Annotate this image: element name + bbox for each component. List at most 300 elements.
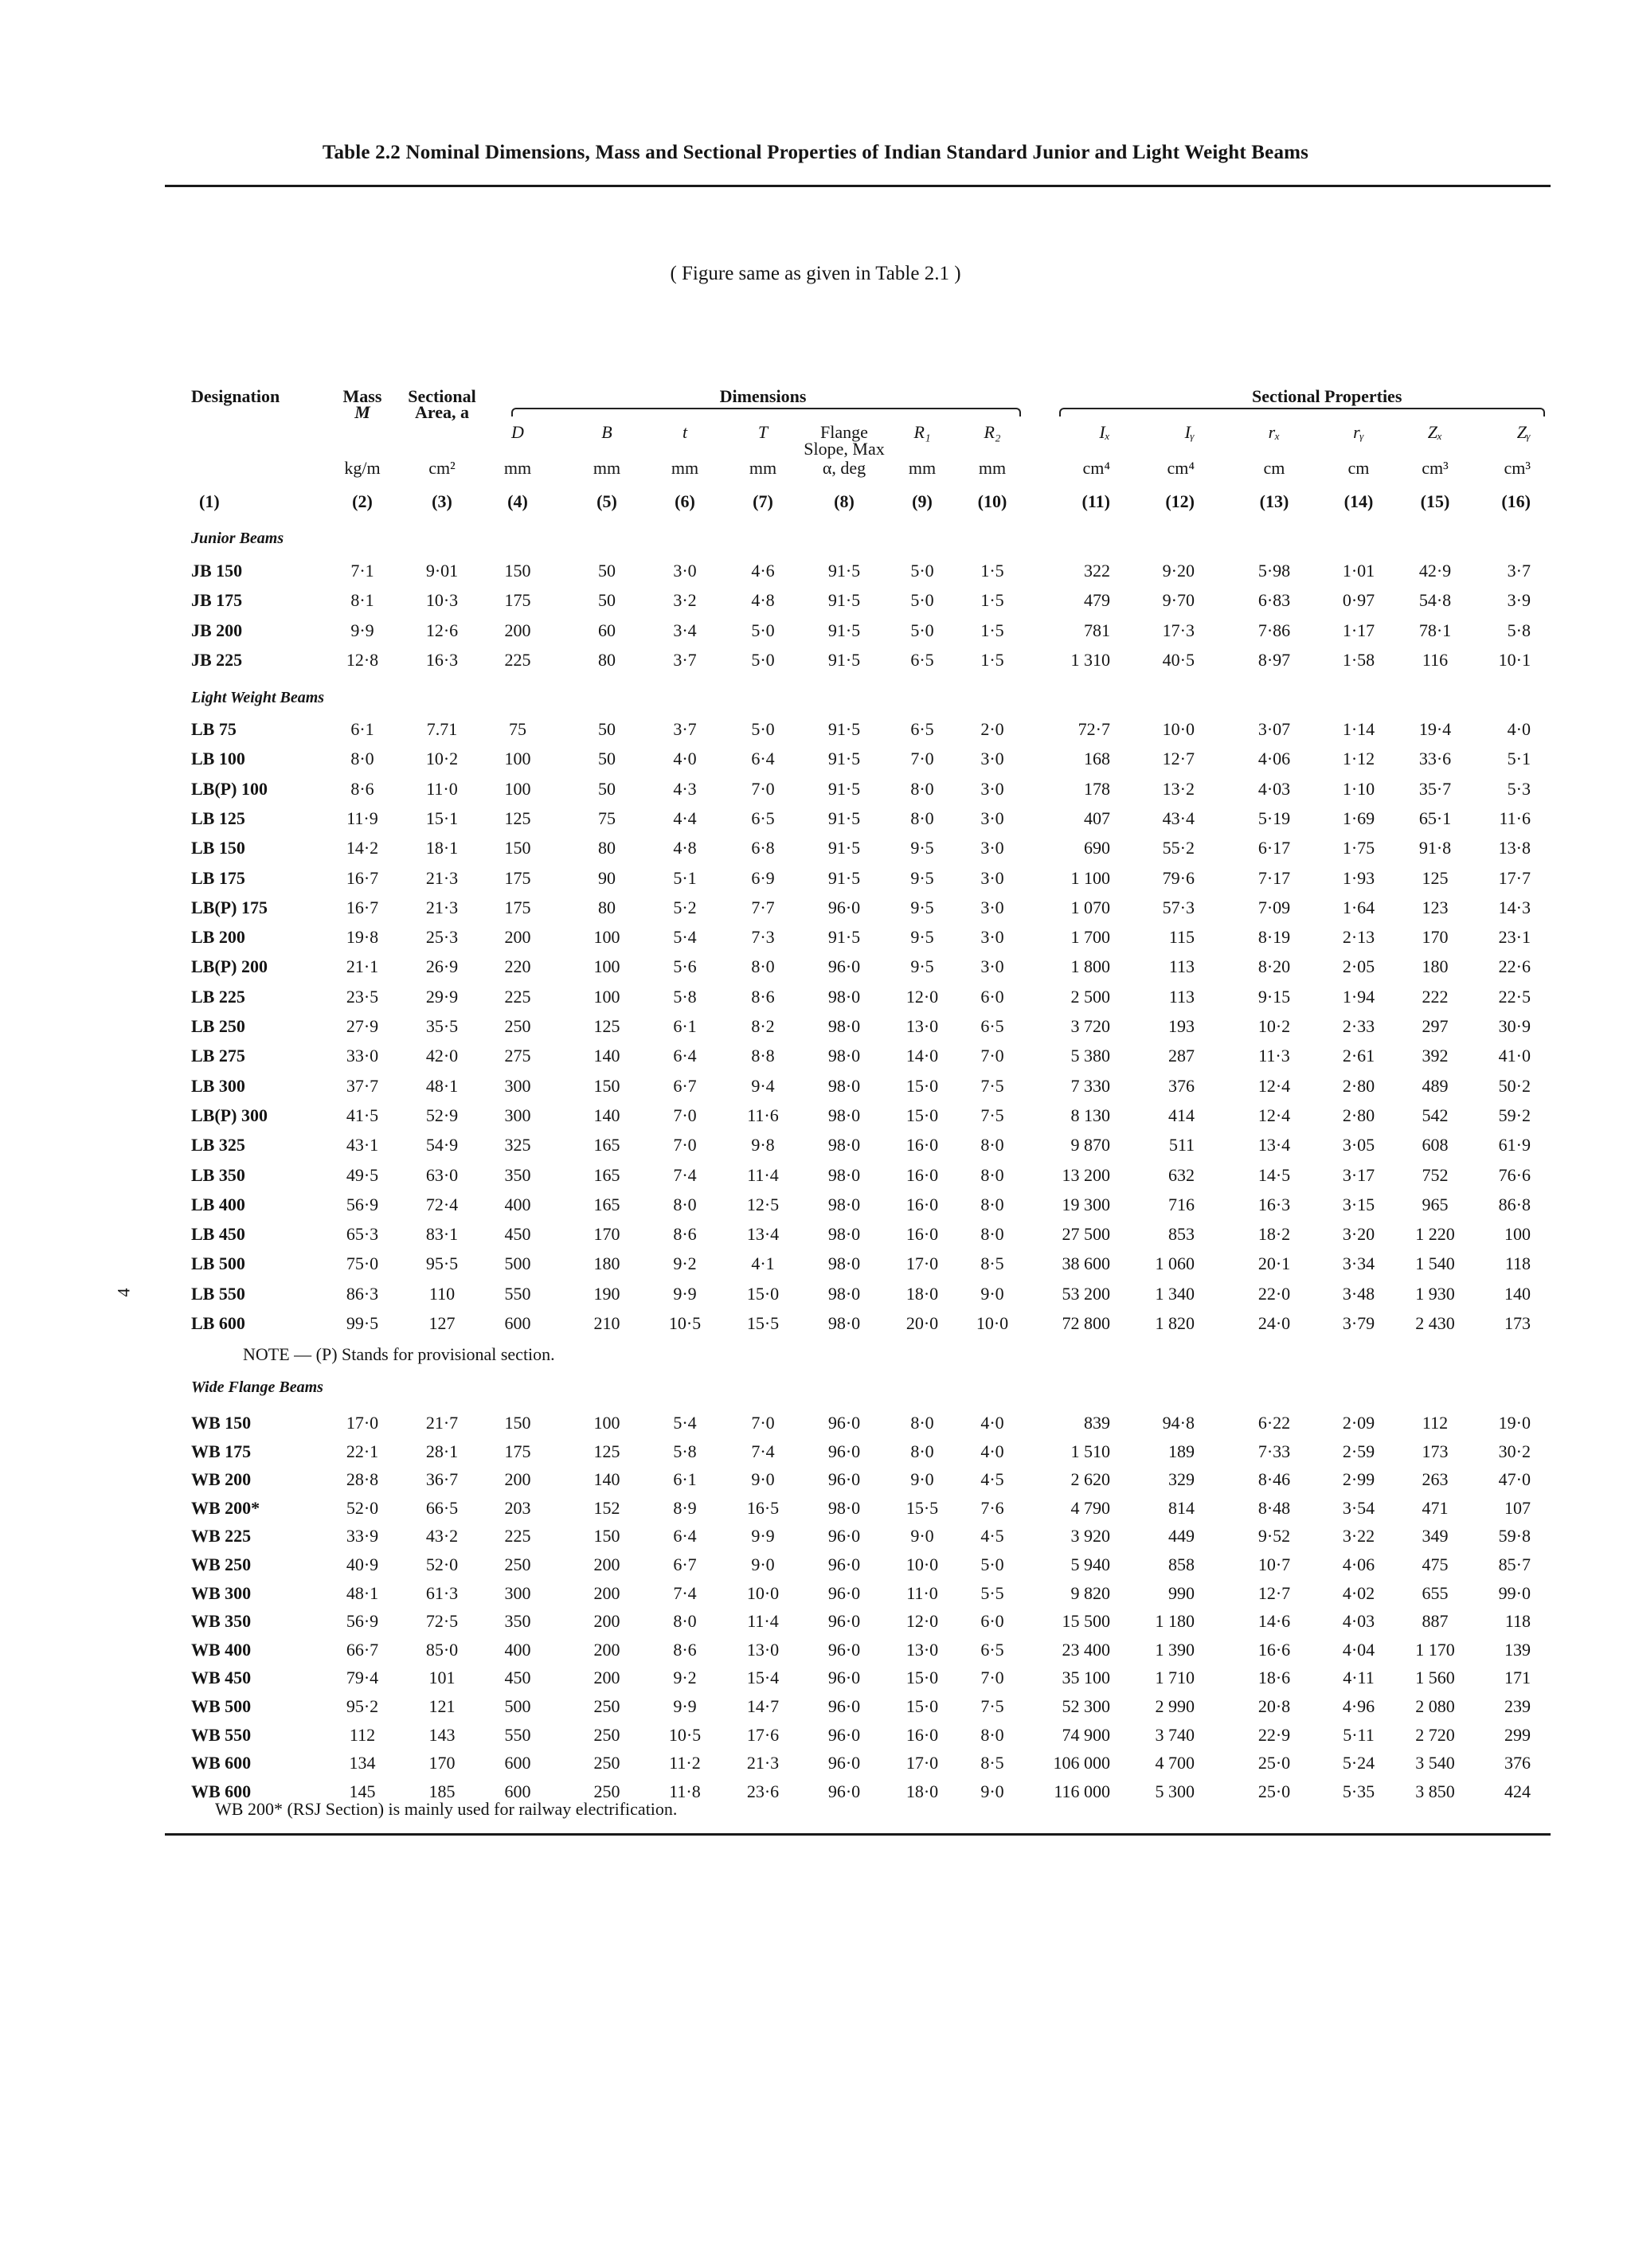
row-cell: 8·0 (910, 779, 934, 799)
row-cell: 16·0 (905, 1135, 939, 1155)
row-cell: 5·8 (673, 987, 697, 1007)
section-note: WB 200* (RSJ Section) is mainly used for railway electrification. (215, 1799, 678, 1819)
row-cell: 3·9 (1507, 590, 1531, 610)
row-cell: 13·0 (746, 1640, 780, 1660)
row-cell: 9·5 (910, 868, 934, 888)
row-cell: 3·17 (1342, 1165, 1375, 1185)
row-cell: 16·7 (346, 897, 379, 917)
row-cell: 200 (504, 620, 531, 640)
row-cell: 86·8 (1498, 1195, 1531, 1214)
row-cell: 608 (1422, 1135, 1449, 1155)
row-cell: 6·0 (980, 1611, 1004, 1631)
row-cell: 489 (1422, 1076, 1449, 1096)
row-cell: 38 600 (1062, 1253, 1110, 1273)
row-cell: 16·3 (425, 650, 459, 670)
row-designation: WB 600 (191, 1753, 252, 1773)
row-cell: 8·97 (1257, 650, 1291, 670)
row-cell: 23·1 (1498, 927, 1531, 947)
row-cell: 7·5 (980, 1076, 1004, 1096)
row-cell: 28·1 (425, 1441, 459, 1461)
row-cell: 50 (598, 590, 616, 610)
row-cell: 3·20 (1342, 1224, 1375, 1244)
row-cell: 41·0 (1498, 1046, 1531, 1066)
row-cell: 1 820 (1155, 1313, 1195, 1333)
row-cell: 80 (598, 838, 616, 858)
row-cell: 7·5 (980, 1696, 1004, 1716)
row-cell: 9·4 (751, 1076, 775, 1096)
row-cell: 190 (593, 1284, 620, 1304)
row-cell: 37·7 (346, 1076, 379, 1096)
row-cell: 8·46 (1257, 1469, 1291, 1489)
row-cell: 72 800 (1062, 1313, 1110, 1333)
row-cell: 4·0 (980, 1441, 1004, 1461)
row-cell: 287 (1168, 1046, 1195, 1066)
row-cell: 6·5 (910, 719, 934, 739)
row-cell: 6·1 (673, 1469, 697, 1489)
row-cell: 43·4 (1162, 808, 1195, 828)
row-cell: 29·9 (425, 987, 459, 1007)
row-cell: 7·4 (673, 1583, 697, 1603)
row-cell: 12·7 (1257, 1583, 1291, 1603)
row-cell: 24·0 (1257, 1313, 1291, 1333)
header-prop-4: Zₓ (1427, 422, 1443, 442)
row-cell: 6·5 (910, 650, 934, 670)
row-cell: 500 (504, 1253, 531, 1273)
row-cell: 450 (504, 1668, 531, 1687)
header-colnum-8: (8) (834, 491, 855, 511)
header-dim-5: R₁ (913, 422, 931, 442)
row-cell: 3·0 (980, 808, 1004, 828)
row-cell: 8·6 (673, 1224, 697, 1244)
row-cell: 139 (1504, 1640, 1531, 1660)
row-cell: 3 850 (1415, 1781, 1455, 1801)
row-cell: 6·4 (673, 1046, 697, 1066)
row-cell: 91·5 (827, 749, 861, 768)
row-cell: 9·0 (751, 1554, 775, 1574)
row-cell: 21·3 (425, 868, 459, 888)
row-cell: 0·97 (1342, 590, 1375, 610)
row-cell: 17·6 (746, 1725, 780, 1745)
row-cell: 50 (598, 719, 616, 739)
row-cell: 8·5 (980, 1753, 1004, 1773)
row-cell: 14·2 (346, 838, 379, 858)
row-cell: 16·7 (346, 868, 379, 888)
row-cell: 392 (1422, 1046, 1449, 1066)
row-cell: 1·01 (1342, 561, 1375, 581)
row-cell: 80 (598, 650, 616, 670)
row-cell: 2·59 (1342, 1441, 1375, 1461)
row-cell: 1 510 (1070, 1441, 1110, 1461)
row-cell: 655 (1422, 1583, 1449, 1603)
row-cell: 1·5 (980, 561, 1004, 581)
row-cell: 8·0 (980, 1195, 1004, 1214)
row-cell: 8·0 (751, 956, 775, 976)
section-title: Junior Beams (191, 530, 284, 547)
row-cell: 1·5 (980, 650, 1004, 670)
row-cell: 98·0 (827, 1016, 861, 1036)
row-cell: 349 (1422, 1526, 1449, 1546)
row-cell: 7 330 (1070, 1076, 1110, 1096)
row-cell: 6·5 (980, 1016, 1004, 1036)
row-cell: 8·19 (1257, 927, 1291, 947)
row-cell: 550 (504, 1284, 531, 1304)
row-cell: 7·86 (1257, 620, 1291, 640)
row-cell: 7·6 (980, 1498, 1004, 1518)
row-cell: 8·0 (910, 1413, 934, 1433)
row-cell: 7·1 (350, 561, 374, 581)
row-cell: 8·1 (350, 590, 374, 610)
row-cell: 13·8 (1498, 838, 1531, 858)
row-cell: 118 (1504, 1611, 1531, 1631)
row-cell: 168 (1084, 749, 1110, 768)
row-cell: 3 540 (1415, 1753, 1455, 1773)
row-cell: 2 720 (1415, 1725, 1455, 1745)
row-cell: 98·0 (827, 1165, 861, 1185)
row-cell: 200 (593, 1668, 620, 1687)
row-cell: 145 (349, 1781, 376, 1801)
row-cell: 1 390 (1155, 1640, 1195, 1660)
row-cell: 4·0 (1507, 719, 1531, 739)
row-cell: 8·0 (910, 808, 934, 828)
header-colnum-1: (1) (199, 491, 220, 511)
figure-note: ( Figure same as given in Table 2.1 ) (670, 263, 961, 284)
row-cell: 23 400 (1062, 1640, 1110, 1660)
row-designation: JB 150 (191, 561, 243, 581)
header-colnum-10: (10) (977, 491, 1007, 511)
row-cell: 76·6 (1498, 1165, 1531, 1185)
row-cell: 9·0 (751, 1469, 775, 1489)
row-cell: 3·4 (673, 620, 697, 640)
header-unit-11: cm⁴ (1167, 458, 1195, 478)
row-cell: 175 (504, 897, 531, 917)
row-cell: 990 (1168, 1583, 1195, 1603)
row-cell: 9·5 (910, 897, 934, 917)
header-dim-6: R₂ (984, 422, 1001, 442)
row-cell: 600 (504, 1753, 531, 1773)
row-cell: 3·0 (980, 897, 1004, 917)
row-cell: 96·0 (827, 1725, 861, 1745)
row-cell: 96·0 (827, 956, 861, 976)
header-prop-5: Zᵧ (1516, 422, 1531, 442)
row-cell: 52·0 (346, 1498, 379, 1518)
row-cell: 17·0 (905, 1753, 939, 1773)
row-cell: 550 (504, 1725, 531, 1745)
row-cell: 143 (428, 1725, 456, 1745)
row-cell: 15·5 (905, 1498, 939, 1518)
row-cell: 5·4 (673, 1413, 697, 1433)
row-cell: 450 (504, 1224, 531, 1244)
row-cell: 95·2 (346, 1696, 379, 1716)
row-cell: 511 (1168, 1135, 1195, 1155)
row-cell: 150 (504, 1413, 531, 1433)
row-cell: 175 (504, 868, 531, 888)
row-cell: 9·8 (751, 1135, 775, 1155)
header-prop-1: Iᵧ (1184, 422, 1195, 442)
row-cell: 5 300 (1155, 1781, 1195, 1801)
row-cell: 5·11 (1343, 1725, 1375, 1745)
row-cell: 4 700 (1155, 1753, 1195, 1773)
row-cell: 150 (504, 838, 531, 858)
row-cell: 6·83 (1257, 590, 1291, 610)
row-cell: 91·8 (1418, 838, 1452, 858)
row-cell: 9·0 (910, 1469, 934, 1489)
row-cell: 9·9 (350, 620, 374, 640)
sectional-properties-bracket (1059, 408, 1545, 416)
row-cell: 325 (504, 1135, 531, 1155)
row-cell: 12·7 (1162, 749, 1195, 768)
row-cell: 91·5 (827, 779, 861, 799)
row-cell: 8·20 (1257, 956, 1291, 976)
row-cell: 350 (504, 1165, 531, 1185)
row-cell: 19·0 (1498, 1413, 1531, 1433)
row-cell: 210 (593, 1313, 620, 1333)
row-cell: 6·1 (673, 1016, 697, 1036)
row-cell: 10·5 (668, 1313, 702, 1333)
row-cell: 125 (1422, 868, 1449, 888)
row-cell: 54·8 (1418, 590, 1452, 610)
row-cell: 152 (593, 1498, 620, 1518)
row-cell: 96·0 (827, 1526, 861, 1546)
row-cell: 858 (1168, 1554, 1195, 1574)
row-cell: 21·1 (346, 956, 379, 976)
row-cell: 98·0 (827, 1284, 861, 1304)
row-cell: 10·0 (905, 1554, 939, 1574)
row-cell: 56·9 (346, 1195, 379, 1214)
row-cell: 250 (593, 1696, 620, 1716)
row-cell: 79·6 (1162, 868, 1195, 888)
row-cell: 5·0 (751, 650, 775, 670)
row-cell: 12·0 (905, 987, 939, 1007)
row-cell: 12·5 (746, 1195, 780, 1214)
header-colnum-2: (2) (352, 491, 373, 511)
row-cell: 96·0 (827, 1583, 861, 1603)
row-cell: 600 (504, 1781, 531, 1801)
header-sectional-properties: Sectional Properties (1252, 386, 1402, 406)
row-cell: 91·5 (827, 719, 861, 739)
row-cell: 300 (504, 1105, 531, 1125)
row-cell: 6·7 (673, 1076, 697, 1096)
row-cell: 25·0 (1257, 1781, 1291, 1801)
row-cell: 1 700 (1070, 927, 1110, 947)
row-cell: 5·0 (910, 561, 934, 581)
row-cell: 72·4 (425, 1195, 459, 1214)
row-cell: 8·0 (910, 1441, 934, 1461)
row-cell: 3·0 (980, 838, 1004, 858)
row-designation: LB 450 (191, 1224, 245, 1244)
row-cell: 6·17 (1257, 838, 1291, 858)
row-cell: 99·0 (1498, 1583, 1531, 1603)
row-cell: 6·8 (751, 838, 775, 858)
row-cell: 4·3 (673, 779, 697, 799)
row-cell: 66·5 (425, 1498, 459, 1518)
row-cell: 75 (598, 808, 616, 828)
row-cell: 17·0 (905, 1253, 939, 1273)
row-cell: 10·0 (1162, 719, 1195, 739)
row-cell: 11·4 (747, 1611, 779, 1631)
row-cell: 200 (504, 1469, 531, 1489)
row-cell: 98·0 (827, 1135, 861, 1155)
row-cell: 112 (349, 1725, 376, 1745)
row-cell: 91·5 (827, 868, 861, 888)
row-cell: 94·8 (1162, 1413, 1195, 1433)
row-designation: LB 275 (191, 1046, 245, 1066)
row-cell: 91·5 (827, 927, 861, 947)
row-cell: 61·3 (425, 1583, 459, 1603)
row-cell: 8·6 (751, 987, 775, 1007)
row-cell: 16·0 (905, 1725, 939, 1745)
row-cell: 14·7 (746, 1696, 780, 1716)
table-title: Table 2.2 Nominal Dimensions, Mass and Sectional Properties of Indian Standard Junior and Light Weight Beams (322, 142, 1309, 163)
row-cell: 4·03 (1342, 1611, 1375, 1631)
row-cell: 5·0 (910, 590, 934, 610)
row-cell: 7·0 (751, 779, 775, 799)
row-cell: 3·22 (1342, 1526, 1375, 1546)
row-cell: 180 (1422, 956, 1449, 976)
row-cell: 10·1 (1498, 650, 1531, 670)
row-cell: 170 (1422, 927, 1449, 947)
row-cell: 4·0 (673, 749, 697, 768)
row-cell: 222 (1422, 987, 1449, 1007)
row-cell: 17·0 (346, 1413, 379, 1433)
row-designation: LB 350 (191, 1165, 245, 1185)
row-cell: 11·0 (906, 1583, 938, 1603)
row-cell: 35 100 (1062, 1668, 1110, 1687)
row-cell: 350 (504, 1611, 531, 1631)
row-designation: LB 125 (191, 808, 245, 828)
row-cell: 20·1 (1257, 1253, 1291, 1273)
row-cell: 9·5 (910, 927, 934, 947)
row-cell: 49·5 (346, 1165, 379, 1185)
row-cell: 200 (593, 1640, 620, 1660)
row-cell: 65·3 (346, 1224, 379, 1244)
row-cell: 3·79 (1342, 1313, 1375, 1333)
row-designation: WB 400 (191, 1640, 252, 1660)
row-cell: 8·0 (980, 1165, 1004, 1185)
row-cell: 150 (504, 561, 531, 581)
row-cell: 21·3 (746, 1753, 780, 1773)
row-cell: 3 740 (1155, 1725, 1195, 1745)
row-cell: 19·8 (346, 927, 379, 947)
row-cell: 30·9 (1498, 1016, 1531, 1036)
row-cell: 171 (1504, 1668, 1531, 1687)
row-cell: 11·2 (669, 1753, 701, 1773)
row-cell: 4·4 (673, 808, 697, 828)
row-cell: 9·9 (751, 1526, 775, 1546)
row-cell: 60 (598, 620, 616, 640)
row-cell: 5·1 (1507, 749, 1531, 768)
header-prop-3: rᵧ (1353, 422, 1364, 442)
row-cell: 203 (504, 1498, 531, 1518)
row-cell: 5·35 (1342, 1781, 1375, 1801)
row-cell: 5·8 (1507, 620, 1531, 640)
section-note: NOTE — (P) Stands for provisional section. (243, 1344, 555, 1364)
row-cell: 83·1 (425, 1224, 459, 1244)
row-cell: 5·8 (673, 1441, 697, 1461)
row-cell: 9·15 (1257, 987, 1291, 1007)
row-cell: 7·17 (1257, 868, 1291, 888)
header-unit-15: cm³ (1504, 458, 1531, 478)
row-designation: JB 225 (191, 650, 243, 670)
row-cell: 19·4 (1418, 719, 1452, 739)
row-cell: 15·0 (905, 1076, 939, 1096)
row-cell: 18·0 (905, 1284, 939, 1304)
row-cell: 2·80 (1342, 1105, 1375, 1125)
row-designation: LB 250 (191, 1016, 245, 1036)
row-cell: 180 (593, 1253, 620, 1273)
row-cell: 11·9 (346, 808, 378, 828)
row-cell: 85·0 (425, 1640, 459, 1660)
row-cell: 98·0 (827, 1076, 861, 1096)
row-designation: WB 250 (191, 1554, 252, 1574)
row-cell: 121 (428, 1696, 456, 1716)
row-cell: 189 (1168, 1441, 1195, 1461)
row-cell: 225 (504, 987, 531, 1007)
row-cell: 250 (593, 1725, 620, 1745)
row-cell: 6·22 (1257, 1413, 1291, 1433)
row-cell: 4·5 (980, 1469, 1004, 1489)
row-cell: 96·0 (827, 1753, 861, 1773)
row-designation: LB 325 (191, 1135, 245, 1155)
row-cell: 91·5 (827, 590, 861, 610)
row-cell: 50 (598, 779, 616, 799)
header-unit-8: mm (908, 458, 937, 478)
row-cell: 3·0 (980, 956, 1004, 976)
row-cell: 1 710 (1155, 1668, 1195, 1687)
row-cell: 4·0 (980, 1413, 1004, 1433)
row-cell: 107 (1504, 1498, 1531, 1518)
row-cell: 75·0 (346, 1253, 379, 1273)
row-cell: 79·4 (346, 1668, 379, 1687)
row-cell: 8·6 (673, 1640, 697, 1660)
header-unit-3: mm (503, 458, 532, 478)
row-cell: 3·0 (980, 868, 1004, 888)
header-unit-6: mm (749, 458, 777, 478)
row-cell: 134 (349, 1753, 376, 1773)
row-cell: 98·0 (827, 1498, 861, 1518)
row-designation: WB 450 (191, 1668, 252, 1687)
header-unit-7: α, deg (822, 458, 866, 478)
row-cell: 36·7 (425, 1469, 459, 1489)
row-cell: 98·0 (827, 1195, 861, 1214)
row-cell: 11·6 (1499, 808, 1531, 828)
row-cell: 5·24 (1342, 1753, 1375, 1773)
row-cell: 16·6 (1257, 1640, 1291, 1660)
row-cell: 86·3 (346, 1284, 379, 1304)
row-cell: 33·9 (346, 1526, 379, 1546)
header-colnum-12: (12) (1165, 491, 1195, 511)
row-cell: 5·19 (1257, 808, 1291, 828)
row-cell: 185 (428, 1781, 456, 1801)
row-cell: 18·1 (425, 838, 459, 858)
row-cell: 91·5 (827, 650, 861, 670)
row-cell: 41·5 (346, 1105, 379, 1125)
row-cell: 14·0 (905, 1046, 939, 1066)
row-cell: 16·0 (905, 1165, 939, 1185)
row-cell: 165 (593, 1195, 620, 1214)
row-cell: 72·5 (425, 1611, 459, 1631)
header-colnum-5: (5) (596, 491, 617, 511)
row-designation: LB 75 (191, 719, 237, 739)
row-cell: 52·0 (425, 1554, 459, 1574)
row-cell: 10·0 (976, 1313, 1009, 1333)
row-cell: 600 (504, 1313, 531, 1333)
row-cell: 12·4 (1257, 1105, 1291, 1125)
row-cell: 814 (1168, 1498, 1195, 1518)
row-cell: 1·75 (1342, 838, 1375, 858)
row-cell: 16·3 (1257, 1195, 1291, 1214)
row-cell: 220 (504, 956, 531, 976)
row-cell: 9·5 (910, 838, 934, 858)
